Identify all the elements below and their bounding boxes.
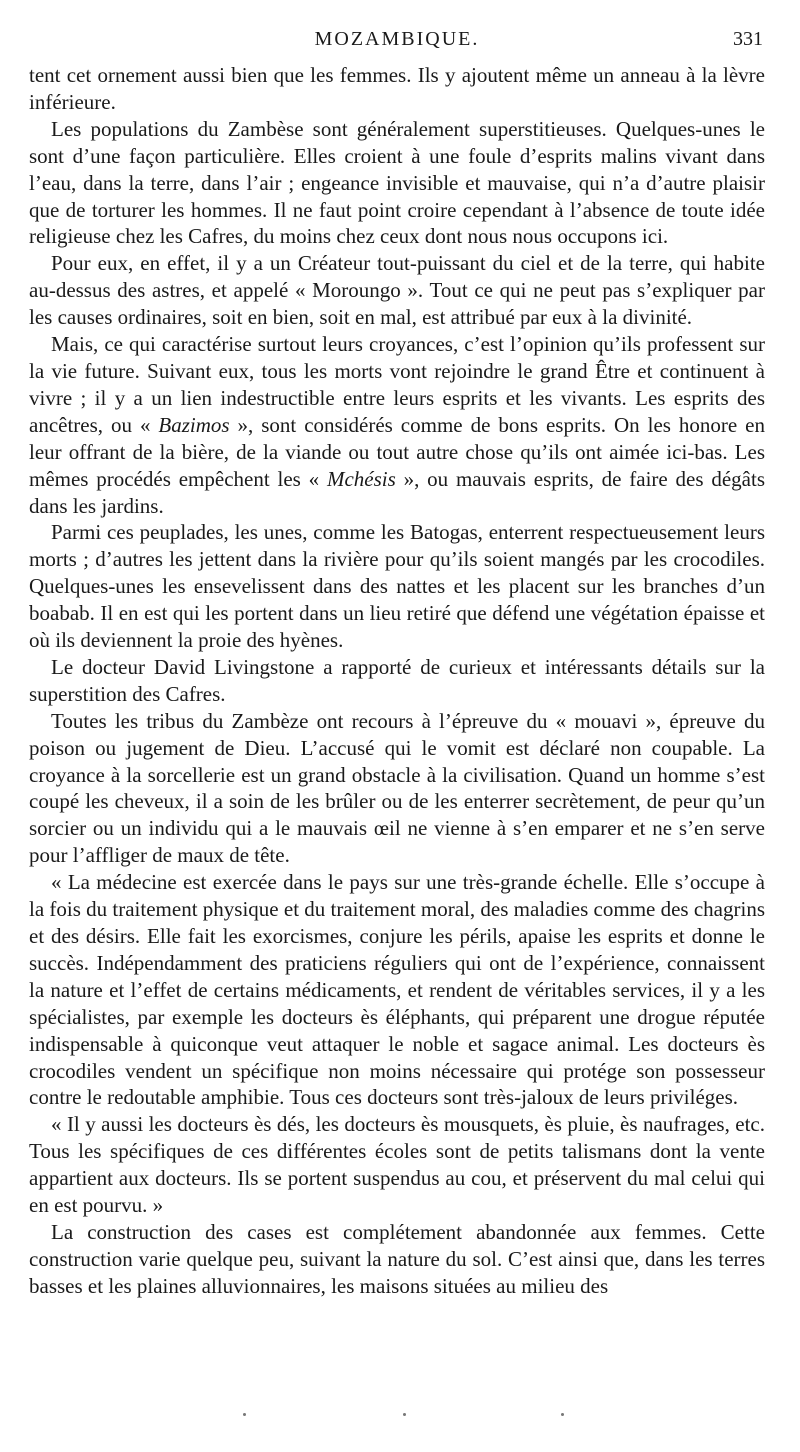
paragraph bbox=[29, 62, 765, 116]
paragraph bbox=[29, 1111, 765, 1219]
print-speck bbox=[243, 1413, 246, 1416]
text-run: », ou mauvais esprits, de faire des dégâts dans les jardins. bbox=[29, 466, 765, 518]
text-run: Le docteur David Livingstone a rapporté de curieux et intéressants détails sur la superstition des Cafres. bbox=[29, 654, 765, 706]
text-run: Pour eux, en effet, il y a un Créateur tout-puissant du ciel et de la terre, qui habite au-dessus des astres, et appelé « Moroungo ». Tout ce qui ne peut pas s’expliquer par les causes ordinaires, soit en bien, soit en mal, est attribué par eux à la divinité. bbox=[29, 251, 765, 330]
paragraph bbox=[29, 654, 765, 708]
italic-term: Mchésis bbox=[326, 466, 396, 491]
paragraph bbox=[29, 1219, 765, 1300]
text-run: « Il y aussi les docteurs ès dés, les docteurs ès mousquets, ès pluie, ès naufrages, etc. Tous les spécifiques de ces différentes écoles sont de petits talismans dont la vente appartient aux docteurs. Ils se portent suspendus au cou, et préservent du mal celui qui en est pourvu. » bbox=[29, 1112, 765, 1218]
paragraph bbox=[29, 519, 765, 654]
print-speck bbox=[561, 1413, 564, 1416]
text-run: Parmi ces peuplades, les unes, comme les Batogas, enterrent respectueusement leurs morts ; d’autres les jettent dans la rivière pour qu’ils soient mangés par les crocodiles. Quelques-unes les ensevelissent dans des nattes et les placent sur les branches d’un boabab. Il en est qui les portent dans un lieu retiré que défend une végétation épaisse et où ils deviennent la proie des hyènes. bbox=[29, 520, 765, 653]
paragraph bbox=[29, 869, 765, 1111]
print-speck bbox=[403, 1413, 406, 1416]
paragraph bbox=[29, 708, 765, 869]
body-text bbox=[29, 62, 765, 1300]
text-run: Les populations du Zambèse sont généralement superstitieuses. Quelques-unes le sont d’une façon particulière. Elles croient à une foule d’esprits malins vivant dans l’eau, dans la terre, dans l’air ; engeance invisible et mauvaise, qui n’a d’autre plaisir que de torturer les hommes. Il ne faut point croire cependant à l’absence de toute idée religieuse chez les Cafres, du moins chez ceux dont nous nous occupons ici. bbox=[29, 116, 765, 249]
running-title: MOZAMBIQUE. bbox=[314, 28, 480, 50]
paragraph bbox=[29, 331, 765, 519]
running-head bbox=[29, 28, 765, 54]
text-run: « La médecine est exercée dans le pays sur une très-grande échelle. Elle s’occupe à la fois du traitement physique et du traitement moral, des maladies comme des chagrins et des désirs. Elle fait les exorcismes, conjure les périls, apaise les esprits et donne le succès. Indépendamment des praticiens réguliers qui ont de l’expérience, connaissent la nature et l’effet de certains médicaments, et rendent de véritables services, il y a les spécialistes, par exemple les docteurs ès éléphants, qui préparent une drogue réputée indispensable à quiconque veut attaquer le noble et sagace animal. Les docteurs ès crocodiles vendent un spécifique non moins nécessaire qui protége son possesseur contre le redoutable amphibie. Tous ces docteurs sont très-jaloux de leurs priviléges. bbox=[29, 870, 765, 1110]
italic-term: Bazimos bbox=[158, 412, 230, 437]
paragraph bbox=[29, 116, 765, 251]
text-run: La construction des cases est complétement abandonnée aux femmes. Cette construction varie quelque peu, suivant la nature du sol. C’est ainsi que, dans les terres basses et les plaines alluvionnaires, les maisons situées au milieu des bbox=[29, 1219, 765, 1298]
paragraph bbox=[29, 250, 765, 331]
text-run: », sont considérés comme de bons esprits. On les honore en leur offrant de la bière, de la viande ou tout autre chose qu’ils ont aimée ici-bas. Les mêmes procédés empêchent les « bbox=[29, 412, 765, 491]
text-run: Toutes les tribus du Zambèze ont recours à l’épreuve du « mouavi », épreuve du poison ou jugement de Dieu. L’accusé qui le vomit est déclaré non coupable. La croyance à la sorcellerie est un grand obstacle à la civilisation. Quand un homme s’est coupé les cheveux, il a soin de les brûler ou de les enterrer secrètement, de peur qu’un sorcier ou un individu qui a le mauvais œil ne vienne à s’en emparer et ne s’en serve pour l’affliger de maux de tête. bbox=[29, 708, 765, 868]
page-number: 331 bbox=[733, 28, 763, 50]
book-page bbox=[29, 28, 765, 1300]
text-run: Mais, ce qui caractérise surtout leurs croyances, c’est l’opinion qu’ils professent sur la vie future. Suivant eux, tous les morts vont rejoindre le grand Être et continuent à vivre ; il y a un lien indestructible entre leurs esprits et les vivants. Les esprits des ancêtres, ou « bbox=[29, 332, 765, 437]
text-run: tent cet ornement aussi bien que les femmes. Ils y ajoutent même un anneau à la lèvre inférieure. bbox=[29, 63, 765, 114]
